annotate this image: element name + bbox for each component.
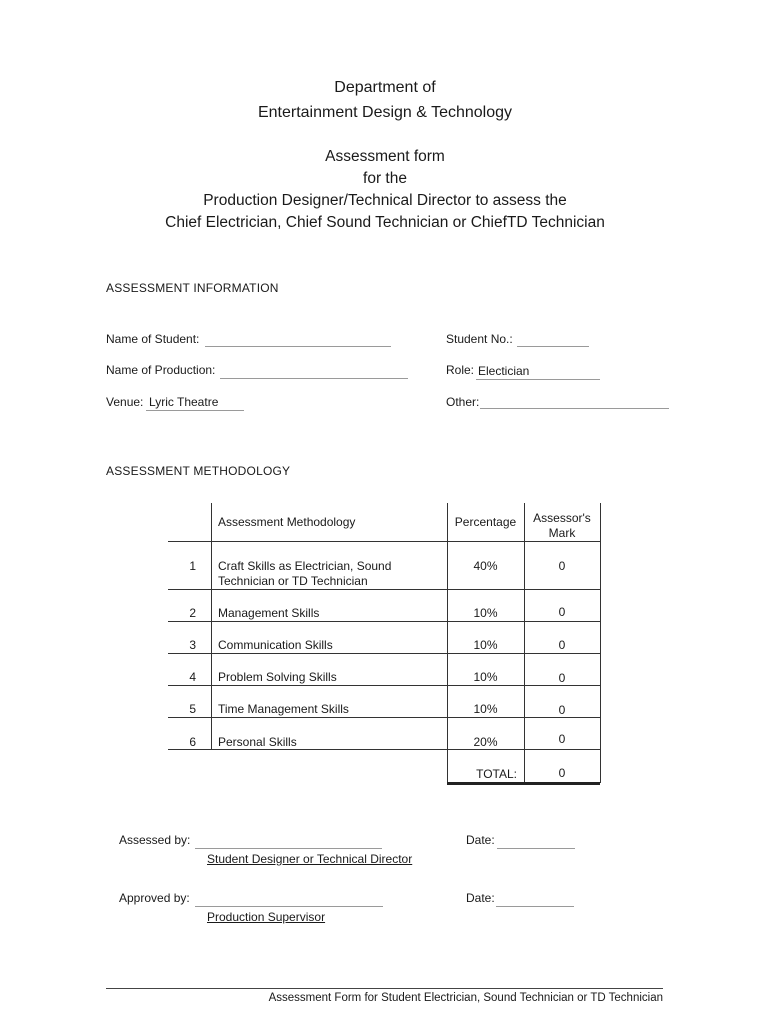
approved-date-field[interactable] <box>496 906 574 907</box>
approved-by-label: Approved by: <box>119 891 190 905</box>
student-no-field[interactable] <box>517 346 589 347</box>
table-rule-header <box>168 541 600 542</box>
role-field[interactable] <box>476 379 600 380</box>
row-6-mark[interactable]: 0 <box>558 732 566 746</box>
venue-label: Venue: <box>106 395 144 409</box>
row-1-percentage: 40% <box>473 559 498 573</box>
row-3-number: 3 <box>189 638 196 652</box>
assessed-by-label: Assessed by: <box>119 833 191 847</box>
row-5-mark[interactable]: 0 <box>558 703 566 717</box>
table-rule-row-1 <box>168 589 600 590</box>
table-divider-mark <box>600 503 601 783</box>
row-5-percentage: 10% <box>473 702 498 716</box>
form-title-line-1: Assessment form <box>325 148 445 165</box>
total-label: TOTAL: <box>476 767 517 781</box>
student-no-label: Student No.: <box>446 332 513 346</box>
row-2-method: Management Skills <box>218 606 320 620</box>
assessed-by-caption: Student Designer or Technical Director <box>207 852 413 866</box>
row-2-mark[interactable]: 0 <box>558 605 566 619</box>
row-4-method: Problem Solving Skills <box>218 670 337 684</box>
table-rule-total <box>447 782 600 785</box>
column-header-method: Assessment Methodology <box>218 515 356 529</box>
approved-by-caption: Production Supervisor <box>207 910 326 924</box>
approved-date-label: Date: <box>466 891 495 905</box>
row-1-method-line-2: Technician or TD Technician <box>218 574 368 588</box>
row-6-percentage: 20% <box>473 735 498 749</box>
assessed-date-label: Date: <box>466 833 495 847</box>
row-6-method: Personal Skills <box>218 735 297 749</box>
row-1-mark[interactable]: 0 <box>558 559 566 573</box>
row-1-method-line-1: Craft Skills as Electrician, Sound <box>218 559 392 573</box>
form-title-line-4: Chief Electrician, Chief Sound Technician or ChiefTD Technician <box>165 214 605 231</box>
student-name-label: Name of Student: <box>106 332 200 346</box>
assessed-by-field[interactable] <box>195 848 382 849</box>
row-5-method: Time Management Skills <box>218 702 349 716</box>
production-name-field[interactable] <box>220 378 408 379</box>
row-3-percentage: 10% <box>473 638 498 652</box>
column-header-mark-line-1: Assessor's <box>533 511 591 525</box>
form-title-line-3: Production Designer/Technical Director to assess the <box>203 192 567 209</box>
approved-by-field[interactable] <box>195 906 383 907</box>
assessed-date-field[interactable] <box>497 848 575 849</box>
form-title-line-2: for the <box>363 170 407 187</box>
row-2-number: 2 <box>189 606 196 620</box>
assessment-information-heading: ASSESSMENT INFORMATION <box>106 281 279 295</box>
other-label: Other: <box>446 395 480 409</box>
row-5-number: 5 <box>189 702 196 716</box>
table-rule-row-3 <box>168 653 600 654</box>
assessment-methodology-heading: ASSESSMENT METHODOLOGY <box>106 464 291 478</box>
column-header-percentage: Percentage <box>454 515 517 529</box>
row-2-percentage: 10% <box>473 606 498 620</box>
venue-value: Lyric Theatre <box>149 395 219 409</box>
department-line-2: Entertainment Design & Technology <box>257 104 513 121</box>
student-name-field[interactable] <box>205 346 391 347</box>
row-4-percentage: 10% <box>473 670 498 684</box>
table-rule-row-2 <box>168 621 600 622</box>
row-6-number: 6 <box>189 735 196 749</box>
footer-text: Assessment Form for Student Electrician, Sound Technician or TD Technician <box>268 992 663 1004</box>
row-4-mark[interactable]: 0 <box>558 671 566 685</box>
row-1-number: 1 <box>189 559 196 573</box>
row-3-mark[interactable]: 0 <box>558 638 566 652</box>
other-field[interactable] <box>480 408 669 409</box>
venue-field[interactable] <box>146 410 244 411</box>
department-line-1: Department of <box>334 79 436 96</box>
role-value: Electician <box>478 364 530 378</box>
row-3-method: Communication Skills <box>218 638 333 652</box>
footer-rule <box>106 988 663 989</box>
role-label: Role: <box>446 363 475 377</box>
total-value: 0 <box>558 766 566 780</box>
production-name-label: Name of Production: <box>106 363 216 377</box>
row-4-number: 4 <box>189 670 196 684</box>
column-header-mark-line-2: Mark <box>548 526 576 540</box>
